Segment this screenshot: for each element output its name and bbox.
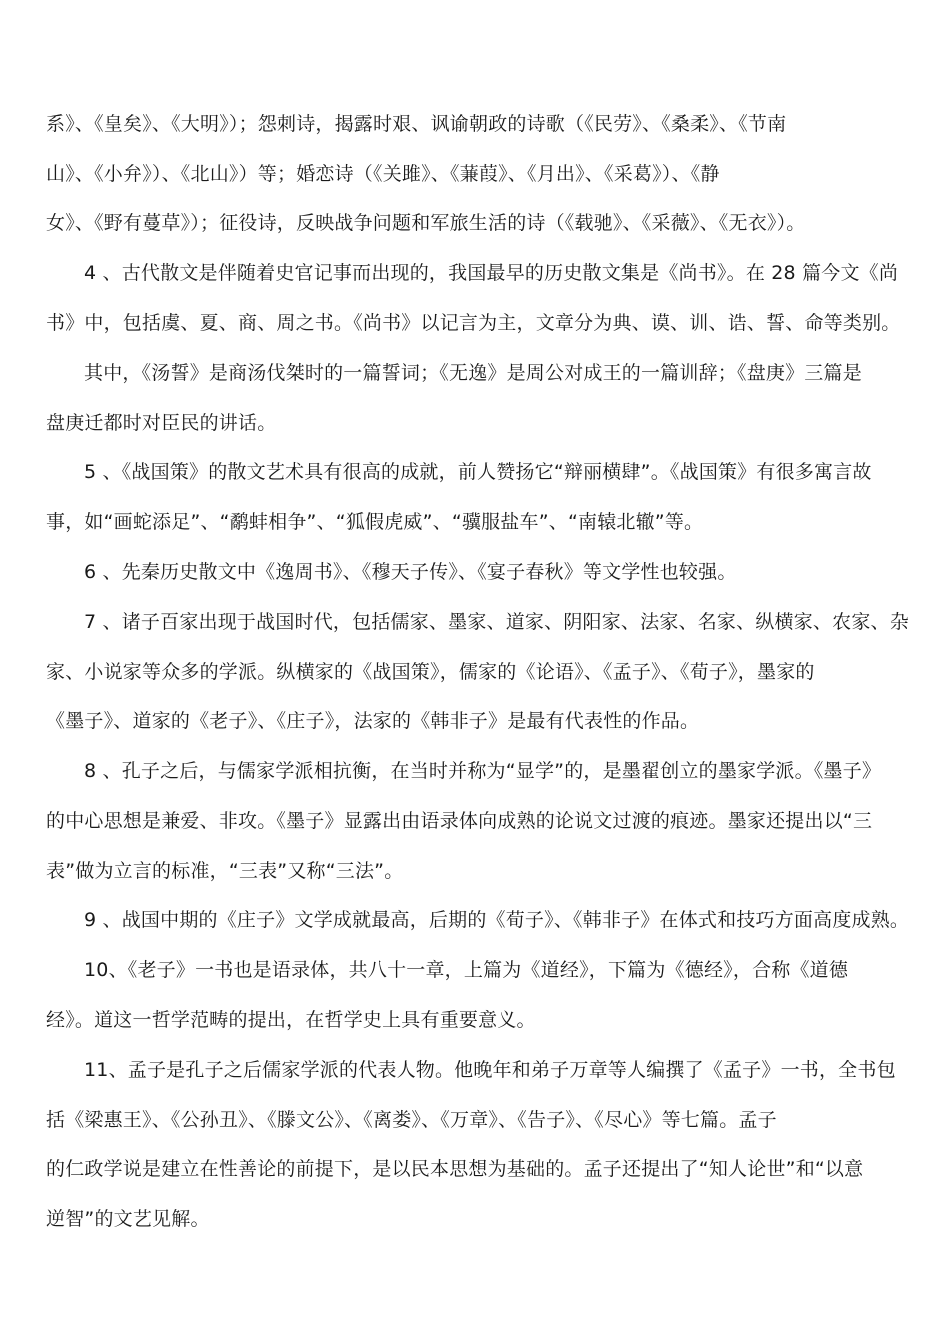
paragraph-5-line-1: 5 、《战国策》的散文艺术具有很高的成就，前人赞扬它“辩丽横肆”。《战国策》有很多寓言故: [84, 461, 872, 483]
paragraph-6-line-1: 6 、先秦历史散文中《逸周书》、《穆天子传》、《宴子春秋》等文学性也较强。: [84, 561, 737, 583]
paragraph-11-line-3: 的仁政学说是建立在性善论的前提下，是以民本思想为基础的。孟子还提出了“知人论世”和“以意: [46, 1158, 864, 1180]
paragraph-4-line-1: 4 、古代散文是伴随着史官记事而出现的，我国最早的历史散文集是《尚书》。在 28 篇今文《尚: [84, 262, 899, 284]
paragraph-8-line-3: 表”做为立言的标准，“三表”又称“三法”。: [46, 860, 404, 882]
paragraph-10-line-2: 经》。道这一哲学范畴的提出，在哲学史上具有重要意义。: [46, 1009, 536, 1031]
paragraph-8-line-2: 的中心思想是兼爱、非攻。《墨子》显露出由语录体向成熟的论说文过渡的痕迹。墨家还提出以“三: [46, 810, 873, 832]
paragraph-11-line-2: 括《梁惠王》、《公孙丑》、《滕文公》、《离娄》、《万章》、《告子》、《尽心》等七篇。孟子: [46, 1109, 777, 1131]
paragraph-10-line-1: 10、《老子》一书也是语录体，共八十一章，上篇为《道经》，下篇为《德经》，合称《道德: [84, 959, 849, 981]
paragraph-4-line-4: 盘庚迁都时对臣民的讲话。: [46, 412, 277, 434]
text-line-1: 系》、《皇矣》、《大明》）；怨刺诗，揭露时艰、讽谕朝政的诗歌（《民劳》、《桑柔》、《节南: [46, 113, 787, 135]
paragraph-5-line-2: 事，如“画蛇添足”、“鹬蚌相争”、“狐假虎威”、“骥服盐车”、“南辕北辙”等。: [46, 511, 704, 533]
paragraph-7-line-2: 家、小说家等众多的学派。纵横家的《战国策》，儒家的《论语》、《孟子》、《荀子》，墨家的: [46, 661, 815, 683]
paragraph-11-line-1: 11、孟子是孔子之后儒家学派的代表人物。他晚年和弟子万章等人编撰了《孟子》一书，全书包: [84, 1059, 896, 1081]
paragraph-4-line-3: 其中，《汤誓》是商汤伐桀时的一篇誓词；《无逸》是周公对成王的一篇训辞；《盘庚》三篇是: [84, 362, 862, 384]
text-line-2: 山》、《小弁》）、《北山》）等；婚恋诗（《关雎》、《蒹葭》、《月出》、《采葛》）、《静: [46, 163, 720, 185]
paragraph-9-line-1: 9 、战国中期的《庄子》文学成就最高，后期的《荀子》、《韩非子》在体式和技巧方面高度成熟。: [84, 909, 910, 931]
paragraph-7-line-3: 《墨子》、道家的《老子》、《庄子》，法家的《韩非子》是最有代表性的作品。: [46, 710, 700, 732]
text-line-3: 女》、《野有蔓草》）；征役诗，反映战争问题和军旅生活的诗（《载驰》、《采薇》、《无衣》）。: [46, 212, 806, 234]
paragraph-7-line-1: 7 、诸子百家出现于战国时代，包括儒家、墨家、道家、阴阳家、法家、名家、纵横家、农家、杂: [84, 611, 909, 633]
paragraph-11-line-4: 逆智”的文艺见解。: [46, 1208, 210, 1230]
paragraph-4-line-2: 书》中，包括虞、夏、商、周之书。《尚书》以记言为主，文章分为典、谟、训、诰、誓、命等类别。: [46, 312, 901, 334]
paragraph-8-line-1: 8 、孔子之后，与儒家学派相抗衡，在当时并称为“显学”的，是墨翟创立的墨家学派。《墨子》: [84, 760, 882, 782]
